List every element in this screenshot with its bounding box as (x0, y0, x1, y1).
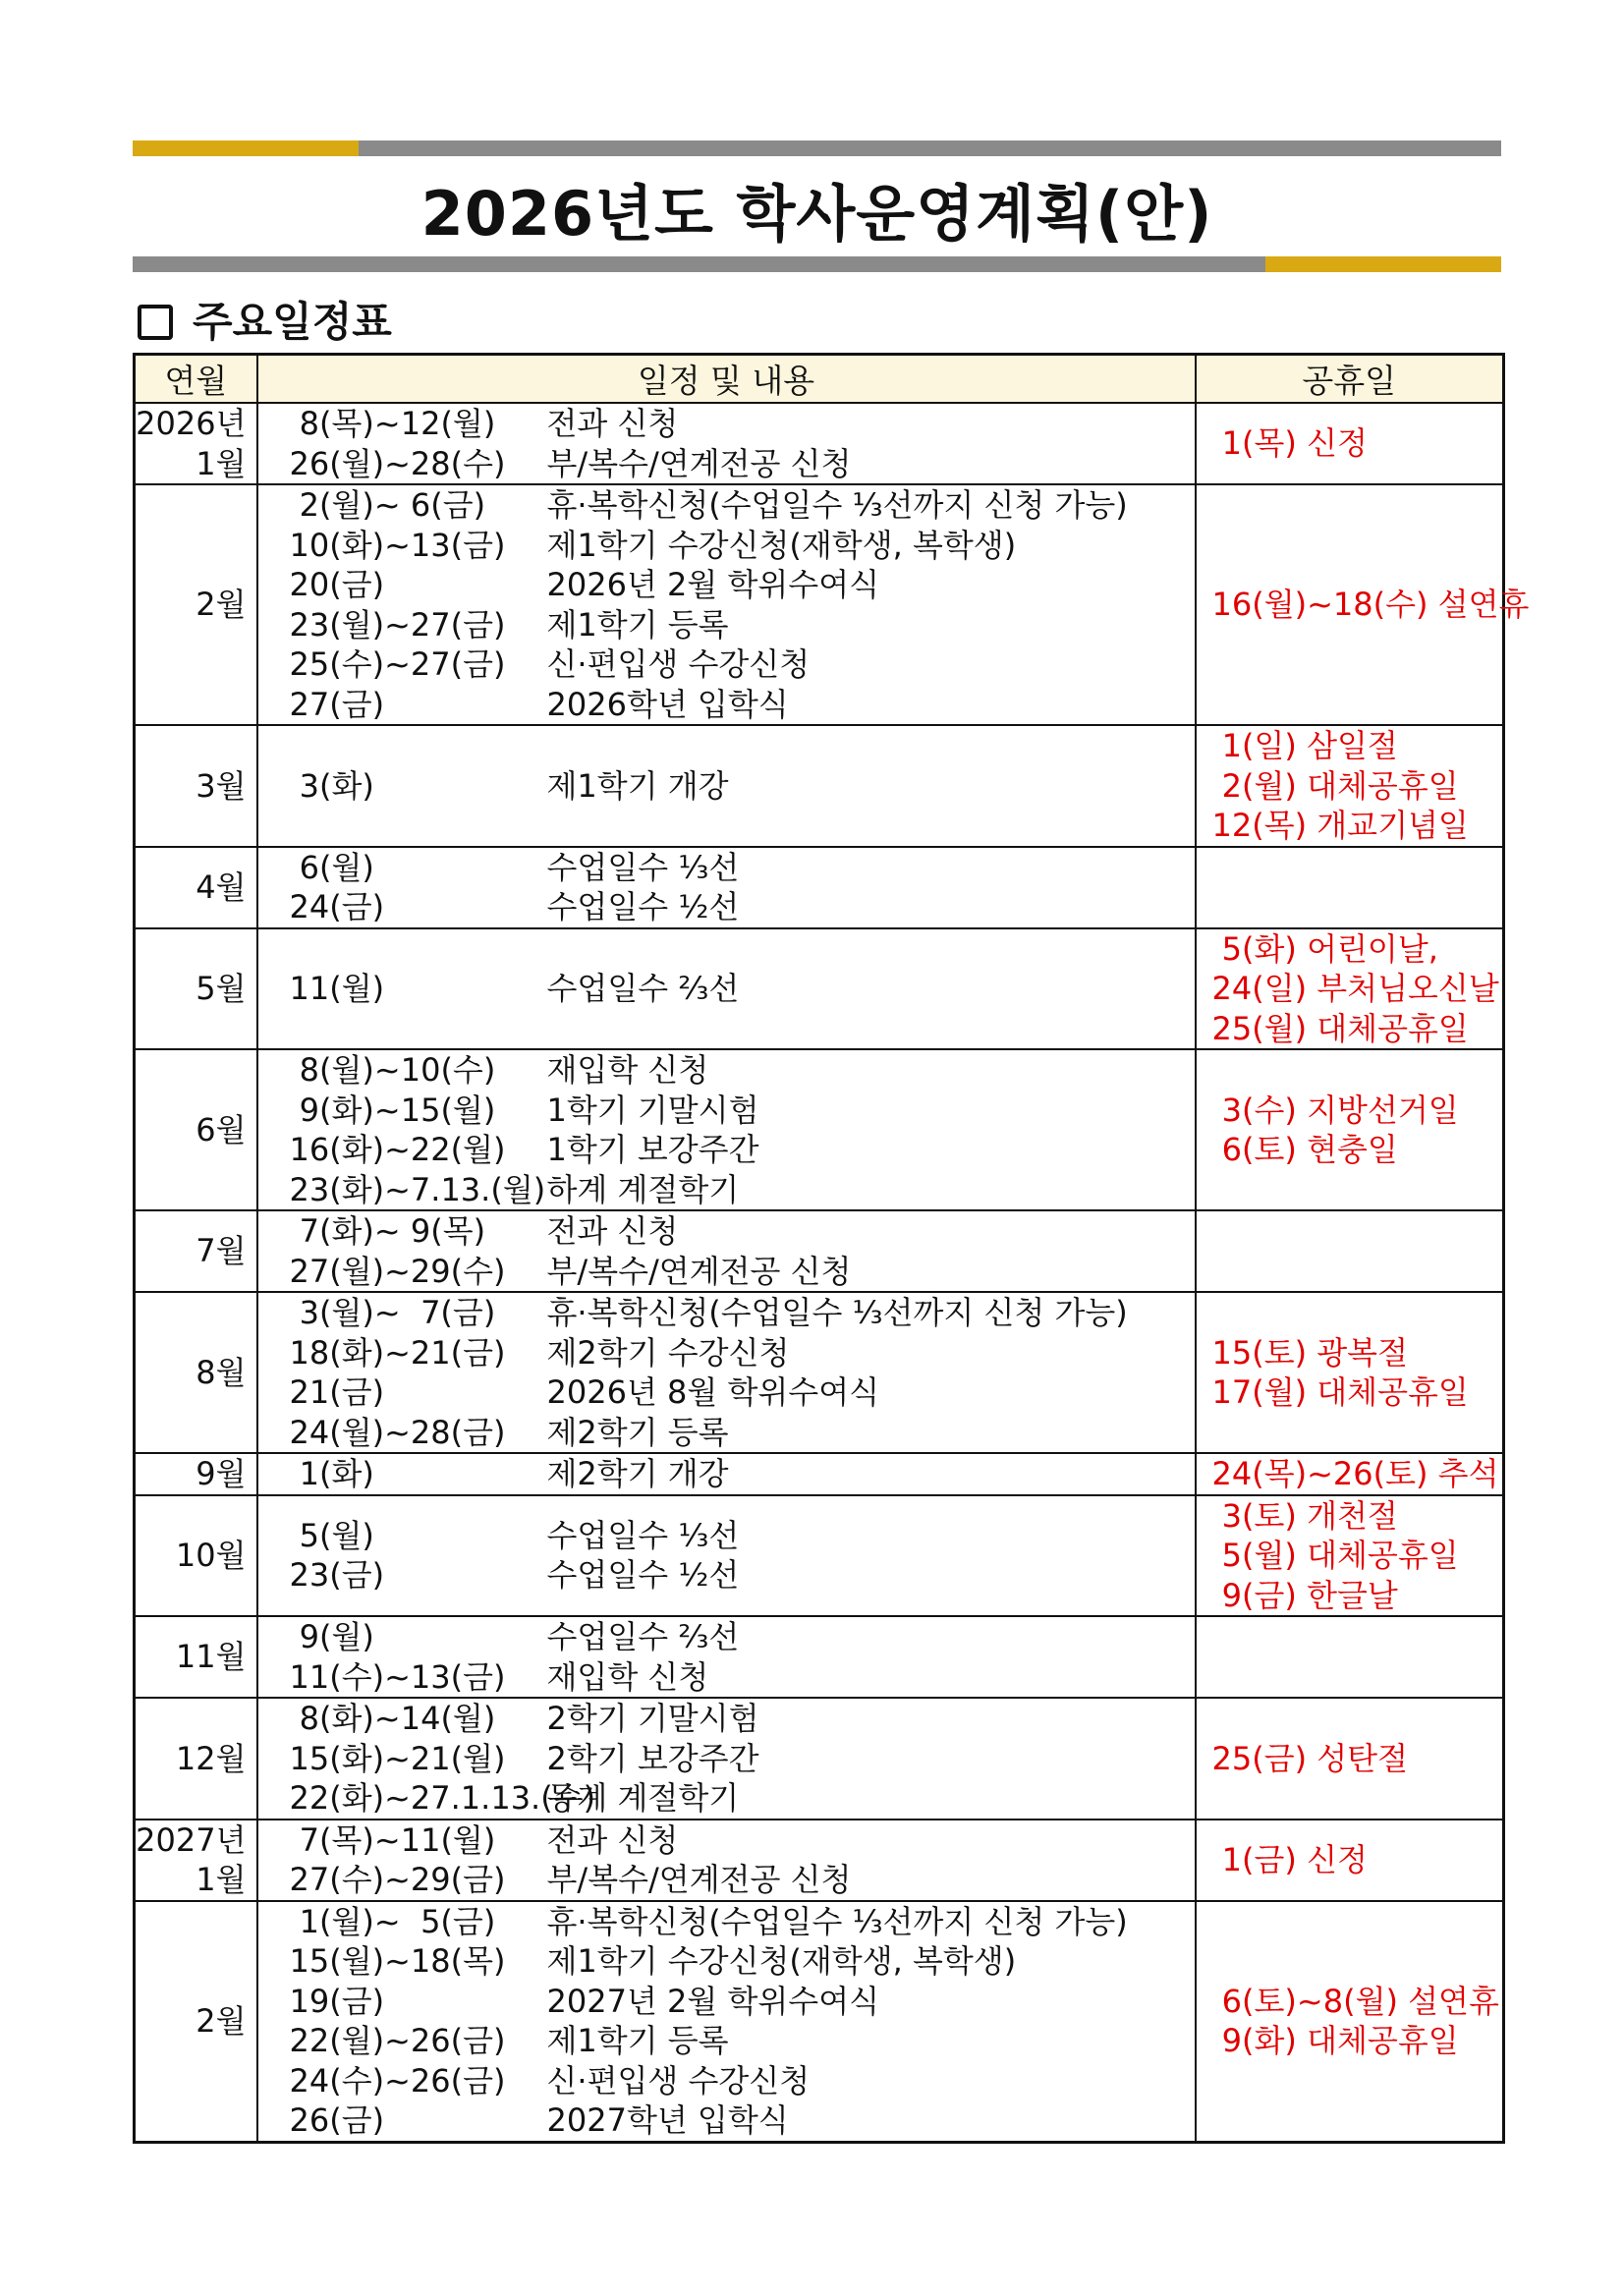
month-label: 1월 (196, 444, 247, 482)
section-title: 주요일정표 (193, 298, 392, 346)
event-text: 제1학기 개강 (546, 766, 729, 805)
holiday-label: 16(월)~18(수) 설연휴 (1211, 586, 1530, 624)
event-line (258, 444, 1195, 484)
event-line (258, 1091, 1195, 1131)
event-date: 1(월)~ 5(금) (289, 1902, 496, 1940)
event-date: 11(월) (289, 970, 385, 1007)
top-divider-gray (359, 140, 1501, 156)
event-date: 18(화)~21(금) (289, 1333, 506, 1372)
month-cell (135, 1453, 257, 1495)
table-row (135, 725, 1504, 847)
event-line (258, 1454, 1195, 1494)
event-date: 2(월)~ 6(금) (289, 486, 486, 524)
month-label: 2027년 (136, 1820, 247, 1859)
event-text: 재입학 신청 (546, 1657, 709, 1696)
schedule-cell (257, 1453, 1196, 1495)
event-text: 동계 계절학기 (546, 1779, 740, 1817)
event-line (258, 485, 1195, 526)
schedule-cell (257, 484, 1196, 725)
checkbox-square-icon (138, 305, 173, 340)
holiday-label: 2(월) 대체공휴일 (1211, 766, 1459, 805)
event-text: 수업일수 ⅔선 (546, 970, 740, 1007)
event-date: 8(화)~14(월) (289, 1700, 496, 1737)
event-text: 2026학년 입학식 (546, 685, 789, 723)
event-text: 제2학기 수강신청 (546, 1333, 790, 1372)
month-cell (135, 1292, 257, 1453)
month-label: 1월 (196, 1861, 247, 1898)
event-text: 부/복수/연계전공 신청 (546, 1861, 852, 1898)
event-line (258, 565, 1195, 605)
table-header-row (135, 355, 1504, 404)
event-date: 3(화) (289, 766, 374, 805)
event-text: 1학기 기말시험 (546, 1091, 759, 1129)
event-text: 신·편입생 수강신청 (546, 645, 811, 683)
holiday-label: 15(토) 광복절 (1211, 1333, 1409, 1372)
table-row (135, 403, 1504, 484)
bottom-divider-bar (133, 256, 1501, 272)
event-date: 23(화)~7.13.(월) (289, 1170, 546, 1208)
event-text: 2026년 8월 학위수여식 (546, 1373, 880, 1411)
event-text: 제1학기 등록 (546, 605, 729, 644)
bottom-divider-gray (133, 256, 1265, 272)
holiday-label: 25(금) 성탄절 (1211, 1739, 1409, 1777)
event-date: 10(화)~13(금) (289, 526, 506, 564)
holiday-label: 17(월) 대체공휴일 (1211, 1373, 1469, 1411)
event-line (258, 1617, 1195, 1657)
event-text: 재입학 신청 (546, 1051, 709, 1089)
table-row (135, 484, 1504, 725)
event-date: 21(금) (289, 1373, 385, 1411)
table-row (135, 1616, 1504, 1698)
event-date: 27(수)~29(금) (289, 1861, 506, 1898)
schedule-cell (257, 847, 1196, 928)
header-schedule: 일정 및 내용 (257, 355, 1196, 404)
table-row (135, 847, 1504, 928)
schedule-cell (257, 1698, 1196, 1820)
month-cell (135, 1901, 257, 2143)
event-date: 11(수)~13(금) (289, 1657, 506, 1696)
month-label: 2026년 (136, 405, 247, 442)
month-label: 11월 (175, 1638, 247, 1676)
event-text: 신·편입생 수강신청 (546, 2061, 811, 2100)
holiday-label: 6(토)~8(월) 설연휴 (1211, 1982, 1499, 2020)
event-line (258, 1252, 1195, 1292)
table-row (135, 1210, 1504, 1292)
month-label: 8월 (196, 1353, 247, 1391)
holiday-label: 25(월) 대체공휴일 (1211, 1009, 1469, 1047)
bottom-divider-gold (1265, 256, 1501, 272)
schedule-cell (257, 928, 1196, 1050)
holiday-label: 6(토) 현충일 (1211, 1131, 1398, 1168)
event-text: 2학기 보강주간 (546, 1739, 759, 1777)
holiday-cell (1196, 1210, 1504, 1292)
event-text: 휴·복학신청(수업일수 ⅓선까지 신청 가능) (546, 1294, 1128, 1331)
event-text: 휴·복학신청(수업일수 ⅓선까지 신청 가능) (546, 1902, 1128, 1940)
month-cell (135, 1495, 257, 1617)
holiday-label: 1(금) 신정 (1211, 1840, 1368, 1878)
event-text: 2026년 2월 학위수여식 (546, 566, 880, 603)
holiday-cell (1196, 1453, 1504, 1495)
event-date: 16(화)~22(월) (289, 1131, 506, 1168)
holiday-cell (1196, 1698, 1504, 1820)
top-divider-bar (133, 140, 1501, 156)
event-line (258, 644, 1195, 685)
event-line (258, 1170, 1195, 1210)
holiday-cell (1196, 1292, 1504, 1453)
month-cell (135, 1049, 257, 1210)
event-line (258, 2100, 1195, 2141)
event-text: 제2학기 등록 (546, 1413, 729, 1451)
month-label: 4월 (196, 868, 247, 906)
table-row (135, 1049, 1504, 1210)
event-line (258, 1860, 1195, 1900)
holiday-label: 5(화) 어린이날, (1211, 929, 1438, 968)
table-row (135, 928, 1504, 1050)
event-line (258, 1902, 1195, 1942)
holiday-cell (1196, 847, 1504, 928)
event-text: 제2학기 개강 (546, 1455, 729, 1492)
month-cell (135, 928, 257, 1050)
holiday-cell (1196, 484, 1530, 725)
event-date: 15(화)~21(월) (289, 1739, 506, 1777)
event-line (258, 969, 1195, 1009)
month-label: 2월 (196, 2001, 247, 2040)
month-cell (135, 484, 257, 725)
holiday-cell (1196, 928, 1504, 1050)
event-line (258, 1739, 1195, 1779)
event-text: 수업일수 ⅓선 (546, 848, 740, 886)
event-text: 2027학년 입학식 (546, 2101, 789, 2139)
section-heading (138, 290, 392, 349)
table-row (135, 1292, 1504, 1453)
event-text: 수업일수 ⅓선 (546, 1516, 740, 1554)
event-text: 하계 계절학기 (546, 1170, 740, 1208)
holiday-cell (1196, 1495, 1504, 1617)
month-cell (135, 1210, 257, 1292)
holiday-cell (1196, 1901, 1504, 2143)
month-label: 12월 (175, 1739, 247, 1777)
event-line (258, 887, 1195, 927)
event-text: 제1학기 등록 (546, 2022, 729, 2059)
event-date: 24(금) (289, 888, 385, 925)
event-line (258, 1050, 1195, 1091)
event-line (258, 1211, 1195, 1252)
event-line (258, 404, 1195, 444)
holiday-label: 1(일) 삼일절 (1211, 727, 1398, 764)
schedule-cell (257, 1495, 1196, 1617)
month-label: 7월 (196, 1232, 247, 1270)
event-line (258, 1820, 1195, 1861)
event-line (258, 1516, 1195, 1556)
holiday-label: 1(목) 신정 (1211, 424, 1368, 463)
month-cell (135, 1698, 257, 1820)
event-line (258, 605, 1195, 645)
schedule-table (133, 353, 1530, 2144)
schedule-cell (257, 1210, 1196, 1292)
event-text: 휴·복학신청(수업일수 ⅓선까지 신청 가능) (546, 486, 1128, 524)
month-label: 10월 (175, 1537, 247, 1574)
holiday-cell (1196, 1820, 1504, 1901)
holiday-cell (1196, 725, 1504, 847)
event-date: 5(월) (289, 1516, 374, 1554)
event-line (258, 1941, 1195, 1982)
month-cell (135, 725, 257, 847)
event-date: 26(월)~28(수) (289, 444, 506, 482)
schedule-cell (257, 1901, 1196, 2143)
event-line (258, 1413, 1195, 1453)
event-line (258, 766, 1195, 807)
event-line (258, 1130, 1195, 1170)
month-label: 5월 (196, 970, 247, 1007)
event-text: 제1학기 수강신청(재학생, 복학생) (546, 1942, 1017, 1980)
holiday-label: 24(일) 부처님오신날 (1211, 970, 1499, 1007)
event-date: 7(화)~ 9(목) (289, 1212, 486, 1250)
event-text: 전과 신청 (546, 1212, 679, 1250)
schedule-cell (257, 1292, 1196, 1453)
month-label: 2월 (196, 586, 247, 624)
event-text: 수업일수 ½선 (546, 1556, 740, 1595)
event-date: 9(화)~15(월) (289, 1091, 496, 1129)
holiday-cell (1196, 403, 1504, 484)
event-date: 24(수)~26(금) (289, 2061, 506, 2100)
schedule-body (135, 403, 1530, 2142)
event-date: 22(월)~26(금) (289, 2022, 506, 2059)
event-line (258, 526, 1195, 566)
event-date: 1(화) (289, 1455, 374, 1492)
holiday-label: 24(목)~26(토) 추석 (1211, 1455, 1499, 1492)
page-title: 2026년도 학사운영계획(안) (420, 178, 1213, 250)
holiday-label: 3(토) 개천절 (1211, 1496, 1398, 1535)
schedule-cell (257, 1820, 1196, 1901)
event-text: 전과 신청 (546, 405, 679, 442)
event-date: 19(금) (289, 1982, 385, 2020)
event-text: 제1학기 수강신청(재학생, 복학생) (546, 526, 1017, 564)
holiday-label: 9(금) 한글날 (1211, 1576, 1398, 1614)
event-line (258, 1372, 1195, 1413)
event-line (258, 848, 1195, 888)
event-line (258, 1657, 1195, 1698)
schedule-cell (257, 1049, 1196, 1210)
event-line (258, 1555, 1195, 1596)
event-text: 전과 신청 (546, 1820, 679, 1859)
event-date: 20(금) (289, 566, 385, 603)
holiday-label: 3(수) 지방선거일 (1211, 1091, 1459, 1129)
event-date: 8(목)~12(월) (289, 405, 496, 442)
holiday-label: 9(화) 대체공휴일 (1211, 2022, 1459, 2059)
month-cell (135, 847, 257, 928)
header-month: 연월 (135, 355, 257, 404)
month-label: 3월 (196, 766, 247, 805)
event-line (258, 2021, 1195, 2061)
event-date: 23(금) (289, 1556, 385, 1595)
month-label: 6월 (196, 1110, 247, 1148)
event-date: 6(월) (289, 848, 374, 886)
schedule-cell (257, 1616, 1196, 1698)
top-divider-gold (133, 140, 359, 156)
event-date: 15(월)~18(목) (289, 1942, 506, 1980)
event-line (258, 685, 1195, 725)
event-date: 24(월)~28(금) (289, 1413, 506, 1451)
table-row (135, 1453, 1504, 1495)
event-date: 23(월)~27(금) (289, 605, 506, 644)
event-text: 1학기 보강주간 (546, 1131, 759, 1168)
event-line (258, 1333, 1195, 1373)
holiday-cell (1196, 1616, 1504, 1698)
event-line (258, 2061, 1195, 2101)
table-row (135, 1495, 1504, 1617)
event-line (258, 1778, 1195, 1819)
event-date: 25(수)~27(금) (289, 645, 506, 683)
event-date: 27(월)~29(수) (289, 1252, 506, 1290)
event-text: 2027년 2월 학위수여식 (546, 1982, 880, 2020)
event-text: 부/복수/연계전공 신청 (546, 1252, 852, 1290)
event-date: 8(월)~10(수) (289, 1051, 496, 1089)
event-date: 26(금) (289, 2101, 385, 2139)
month-label: 9월 (196, 1455, 247, 1492)
event-text: 부/복수/연계전공 신청 (546, 444, 852, 482)
event-text: 2학기 기말시험 (546, 1700, 759, 1737)
table-row (135, 1901, 1504, 2143)
schedule-cell (257, 725, 1196, 847)
event-date: 27(금) (289, 685, 385, 723)
month-cell (135, 403, 257, 484)
event-line (258, 1699, 1195, 1739)
event-line (258, 1293, 1195, 1333)
event-date: 9(월) (289, 1618, 374, 1655)
table-row (135, 1820, 1504, 1901)
header-holidays: 공휴일 (1196, 355, 1504, 404)
event-text: 수업일수 ½선 (546, 888, 740, 925)
event-date: 22(화)~27.1.13.(수) (289, 1779, 596, 1817)
holiday-label: 12(목) 개교기념일 (1211, 807, 1469, 844)
event-date: 3(월)~ 7(금) (289, 1294, 496, 1331)
event-line (258, 1982, 1195, 2022)
table-row (135, 1698, 1504, 1820)
holiday-label: 5(월) 대체공휴일 (1211, 1537, 1459, 1574)
holiday-cell (1196, 1049, 1504, 1210)
event-text: 수업일수 ⅔선 (546, 1618, 740, 1655)
month-cell (135, 1616, 257, 1698)
event-date: 7(목)~11(월) (289, 1820, 496, 1859)
schedule-cell (257, 403, 1196, 484)
month-cell (135, 1820, 257, 1901)
